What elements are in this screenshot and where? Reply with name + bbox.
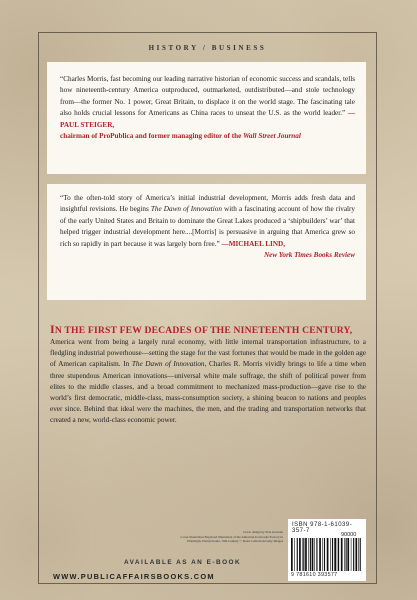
credit-design: Cover design by Pete Garceau [243, 530, 283, 534]
quote-steiger-title [60, 131, 355, 142]
barcode-icon [291, 538, 363, 571]
price-code: 90000 [341, 532, 357, 538]
quote-lind [60, 193, 355, 250]
category-header: HISTORY / BUSINESS [148, 44, 267, 52]
description-text-a: America went from being a largely rural economy, with little internal transportation infrastructure, to a fledgling industrial powerhouse—setting the stage for the vast fortunes that would be made in the golden age of American capitalism. In [50, 338, 366, 369]
barcode-bar [308, 538, 309, 571]
quote-lind-text-b: with a fascinating account of how the rivalry of the early United States and Britain to dominate the Great Lakes produced a ‘shipbuilders’ war’ that helped trigger industrial development here....[Morris] is persuasive in arguing that America grew so rich so rapidly in part because it was largely born free.” [60, 205, 356, 248]
quote-steiger-text: “Charles Morris, fast becoming our leading narrative historian of economic success and scandals, tells how nineteenth-century America outproduced, outmarketed, outdistributed—and stole technology from—the former No. 1 power, Great Britain, to displace it on the world stage. The fascinating tale also holds crucial lessons for Americans as China races to unseat the U.S. as the world leader.” [60, 75, 355, 118]
barcode-bar [324, 538, 325, 571]
barcode-bar [330, 538, 331, 571]
quote-steiger [60, 74, 355, 131]
quote-lind-attribution: —MICHAEL LIND, [221, 239, 286, 248]
barcode-bar [294, 538, 295, 571]
barcode-bar [299, 538, 301, 571]
cover-credits [123, 530, 283, 544]
barcode-bar [291, 538, 293, 571]
barcode-bar [360, 538, 361, 571]
barcode-number: 9 781610 393577 [291, 572, 338, 578]
barcode-bar [337, 538, 338, 571]
barcode-bar [351, 538, 352, 571]
barcode-bar [310, 538, 311, 571]
quote-lind-publication: New York Times Books Review [263, 251, 355, 260]
description-text-b: , Charles R. Morris vividly brings to life a time when three stupendous American innovations—universal white male suffrage, the shift of political power from elites to the middle classes, and a broad commitment to mechanized mass-production—gave rise to the world’s first democratic, middle-class, mass-consumption society, a shining beacon to nations and peoples ever since. Behind that ideal were the machines, the men, and the trading and transportation networks that created a new, world-class economic power. [50, 360, 367, 425]
barcode-bar [327, 538, 329, 571]
barcode-bar [334, 538, 336, 571]
barcode-bar [358, 538, 359, 571]
quote-steiger-attribution: —PAUL STEIGER, [60, 109, 355, 129]
barcode-bar [322, 538, 323, 571]
description-lead-text: N THE FIRST FEW DECADES OF THE NINETEENTH CENTURY, [54, 325, 353, 336]
barcode-bar [312, 538, 314, 571]
description-lead [50, 323, 366, 337]
barcode-bar [341, 538, 343, 571]
barcode-bar [305, 538, 307, 571]
barcode-bar [346, 538, 347, 571]
quote-lind-text-a: “To the often-told story of America’s initial industrial development, Morris adds fresh data and insightful revisions. He begins [60, 194, 355, 214]
quote-lind-book-title: The Dawn of Innovation [150, 205, 222, 214]
description-book-title: The Dawn of Innovation [131, 360, 205, 369]
barcode-bar [347, 538, 349, 571]
quote-panel-lind [47, 184, 366, 300]
barcode-bar [355, 538, 357, 571]
description-text [50, 337, 366, 427]
isbn-number: ISBN 978-1-61039-357-7 [292, 522, 353, 534]
barcode-bar [297, 538, 298, 571]
barcode-bar [353, 538, 354, 571]
barcode-bar [319, 538, 321, 571]
ebook-notice: AVAILABLE AS AN E-BOOK [124, 559, 242, 566]
barcode-bar [316, 538, 317, 571]
barcode-bar [344, 538, 345, 571]
barcode-bar [303, 538, 304, 571]
quote-steiger-title-text: chairman of ProPublica and former managing editor of the [60, 132, 244, 141]
description-lead-initial: I [50, 322, 55, 336]
publisher-url[interactable]: WWW.PUBLICAFFAIRSBOOKS.COM [53, 572, 215, 581]
barcode-bar [338, 538, 339, 571]
quote-lind-publication-line [60, 250, 355, 261]
barcode-bar [302, 538, 303, 571]
barcode-bar [332, 538, 333, 571]
credit-illustration: Cover illustration Engraved illustration of the American Ironworks Factory in [180, 534, 283, 539]
quote-panel-steiger [47, 62, 366, 174]
barcode-box [288, 519, 366, 581]
barcode-bar [314, 538, 315, 571]
description-block [50, 323, 366, 427]
credit-illustration-source: Pittsburgh, Pennsylvania, 19th Century © Kean Collection/Getty Images [187, 539, 283, 544]
quote-steiger-publication: Wall Street Journal [243, 132, 301, 141]
